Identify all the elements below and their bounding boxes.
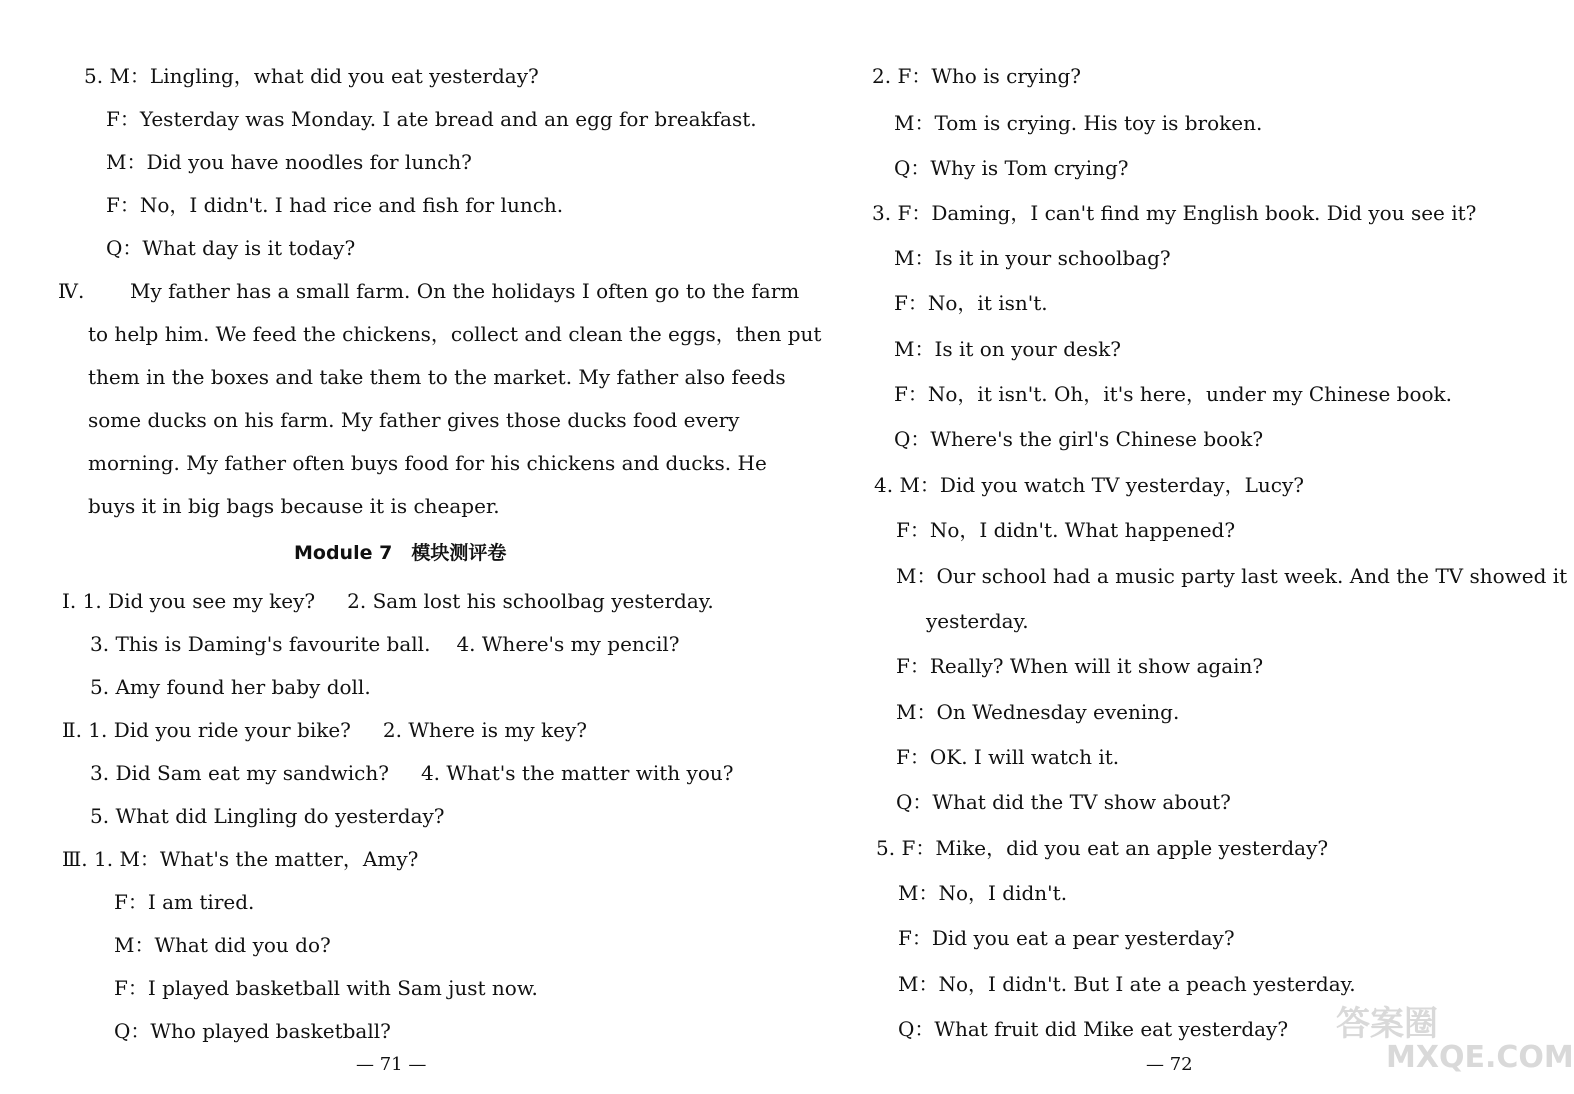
right-q5-line5: Q：What fruit did Mike eat yesterday? <box>898 1017 1289 1041</box>
watermark-url: MXQE.COM <box>1386 1040 1574 1075</box>
passage-line: some ducks on his farm. My father gives those ducks food every <box>88 408 740 432</box>
section-2-item-1: Ⅱ. 1. Did you ride your bike? <box>62 718 351 742</box>
right-q5-line4: M：No，I didn't. But I ate a peach yesterday. <box>898 972 1356 996</box>
right-q3-line1: 3. F：Daming，I can't find my English book. Did you see it? <box>872 201 1477 225</box>
section-3-line4: F：I played basketball with Sam just now. <box>114 976 538 1000</box>
section-2-item-3: 3. Did Sam eat my sandwich? <box>90 761 389 785</box>
passage-line: them in the boxes and take them to the market. My father also feeds <box>88 365 786 389</box>
module-title: Module 7 模块测评卷 <box>294 542 507 564</box>
section-2-item-2: 2. Where is my key? <box>382 718 587 742</box>
left-q5-line3: M：Did you have noodles for lunch? <box>106 150 472 174</box>
right-q2-line1: 2. F：Who is crying? <box>872 64 1082 88</box>
right-page-number: — 72 <box>1146 1054 1193 1075</box>
section-3-line3: M：What did you do? <box>114 933 331 957</box>
section-1-item-1: Ⅰ. 1. Did you see my key? <box>62 589 316 613</box>
section-3-line2: F：I am tired. <box>114 890 255 914</box>
right-q3-line5: F：No，it isn't. Oh，it's here，under my Chinese book. <box>894 382 1452 406</box>
right-q4-line8: Q：What did the TV show about? <box>896 790 1231 814</box>
right-q4-line4: yesterday. <box>926 609 1029 633</box>
right-q3-line6: Q：Where's the girl's Chinese book? <box>894 427 1264 451</box>
right-q4-line6: M：On Wednesday evening. <box>896 700 1180 724</box>
right-q2-line2: M：Tom is crying. His toy is broken. <box>894 111 1263 135</box>
left-q5-line2: F：Yesterday was Monday. I ate bread and an egg for breakfast. <box>106 107 757 131</box>
section-2-item-4: 4. What's the matter with you? <box>420 761 734 785</box>
right-q5-line3: F：Did you eat a pear yesterday? <box>898 926 1235 950</box>
right-q4-line3: M：Our school had a music party last week. And the TV showed it <box>896 564 1568 588</box>
right-q3-line4: M：Is it on your desk? <box>894 337 1121 361</box>
right-q4-line1: 4. M：Did you watch TV yesterday，Lucy? <box>874 473 1304 497</box>
right-q4-line7: F：OK. I will watch it. <box>896 745 1120 769</box>
section-1-item-5: 5. Amy found her baby doll. <box>90 675 371 699</box>
right-q4-line2: F：No，I didn't. What happened? <box>896 518 1236 542</box>
left-page-number: — 71 — <box>356 1054 427 1075</box>
right-q2-line3: Q：Why is Tom crying? <box>894 156 1129 180</box>
right-q3-line2: M：Is it in your schoolbag? <box>894 246 1171 270</box>
passage-line: to help him. We feed the chickens，collect and clean the eggs，then put <box>88 322 822 346</box>
left-q5-line4: F：No，I didn't. I had rice and fish for lunch. <box>106 193 564 217</box>
section-1-item-4: 4. Where's my pencil? <box>456 632 680 656</box>
passage-line: My father has a small farm. On the holidays I often go to the farm <box>130 279 800 303</box>
watermark-logo: 答案圈 <box>1336 1004 1438 1044</box>
section-4-label: Ⅳ. <box>58 279 85 303</box>
passage-line: buys it in big bags because it is cheaper. <box>88 494 500 518</box>
right-q3-line3: F：No，it isn't. <box>894 291 1048 315</box>
right-q4-line5: F：Really? When will it show again? <box>896 654 1264 678</box>
right-q5-line2: M：No，I didn't. <box>898 881 1068 905</box>
left-q5-line1: 5. M：Lingling，what did you eat yesterday? <box>84 64 539 88</box>
section-1-item-2: 2. Sam lost his schoolbag yesterday. <box>347 589 714 613</box>
section-1-item-3: 3. This is Daming's favourite ball. <box>90 632 431 656</box>
passage-line: morning. My father often buys food for his chickens and ducks. He <box>88 451 767 475</box>
section-3-line1: Ⅲ. 1. M：What's the matter，Amy? <box>62 847 419 871</box>
right-q5-line1: 5. F：Mike，did you eat an apple yesterday? <box>876 836 1329 860</box>
section-3-line5: Q：Who played basketball? <box>114 1019 391 1043</box>
left-q5-line5: Q：What day is it today? <box>106 236 356 260</box>
section-2-item-5: 5. What did Lingling do yesterday? <box>90 804 445 828</box>
